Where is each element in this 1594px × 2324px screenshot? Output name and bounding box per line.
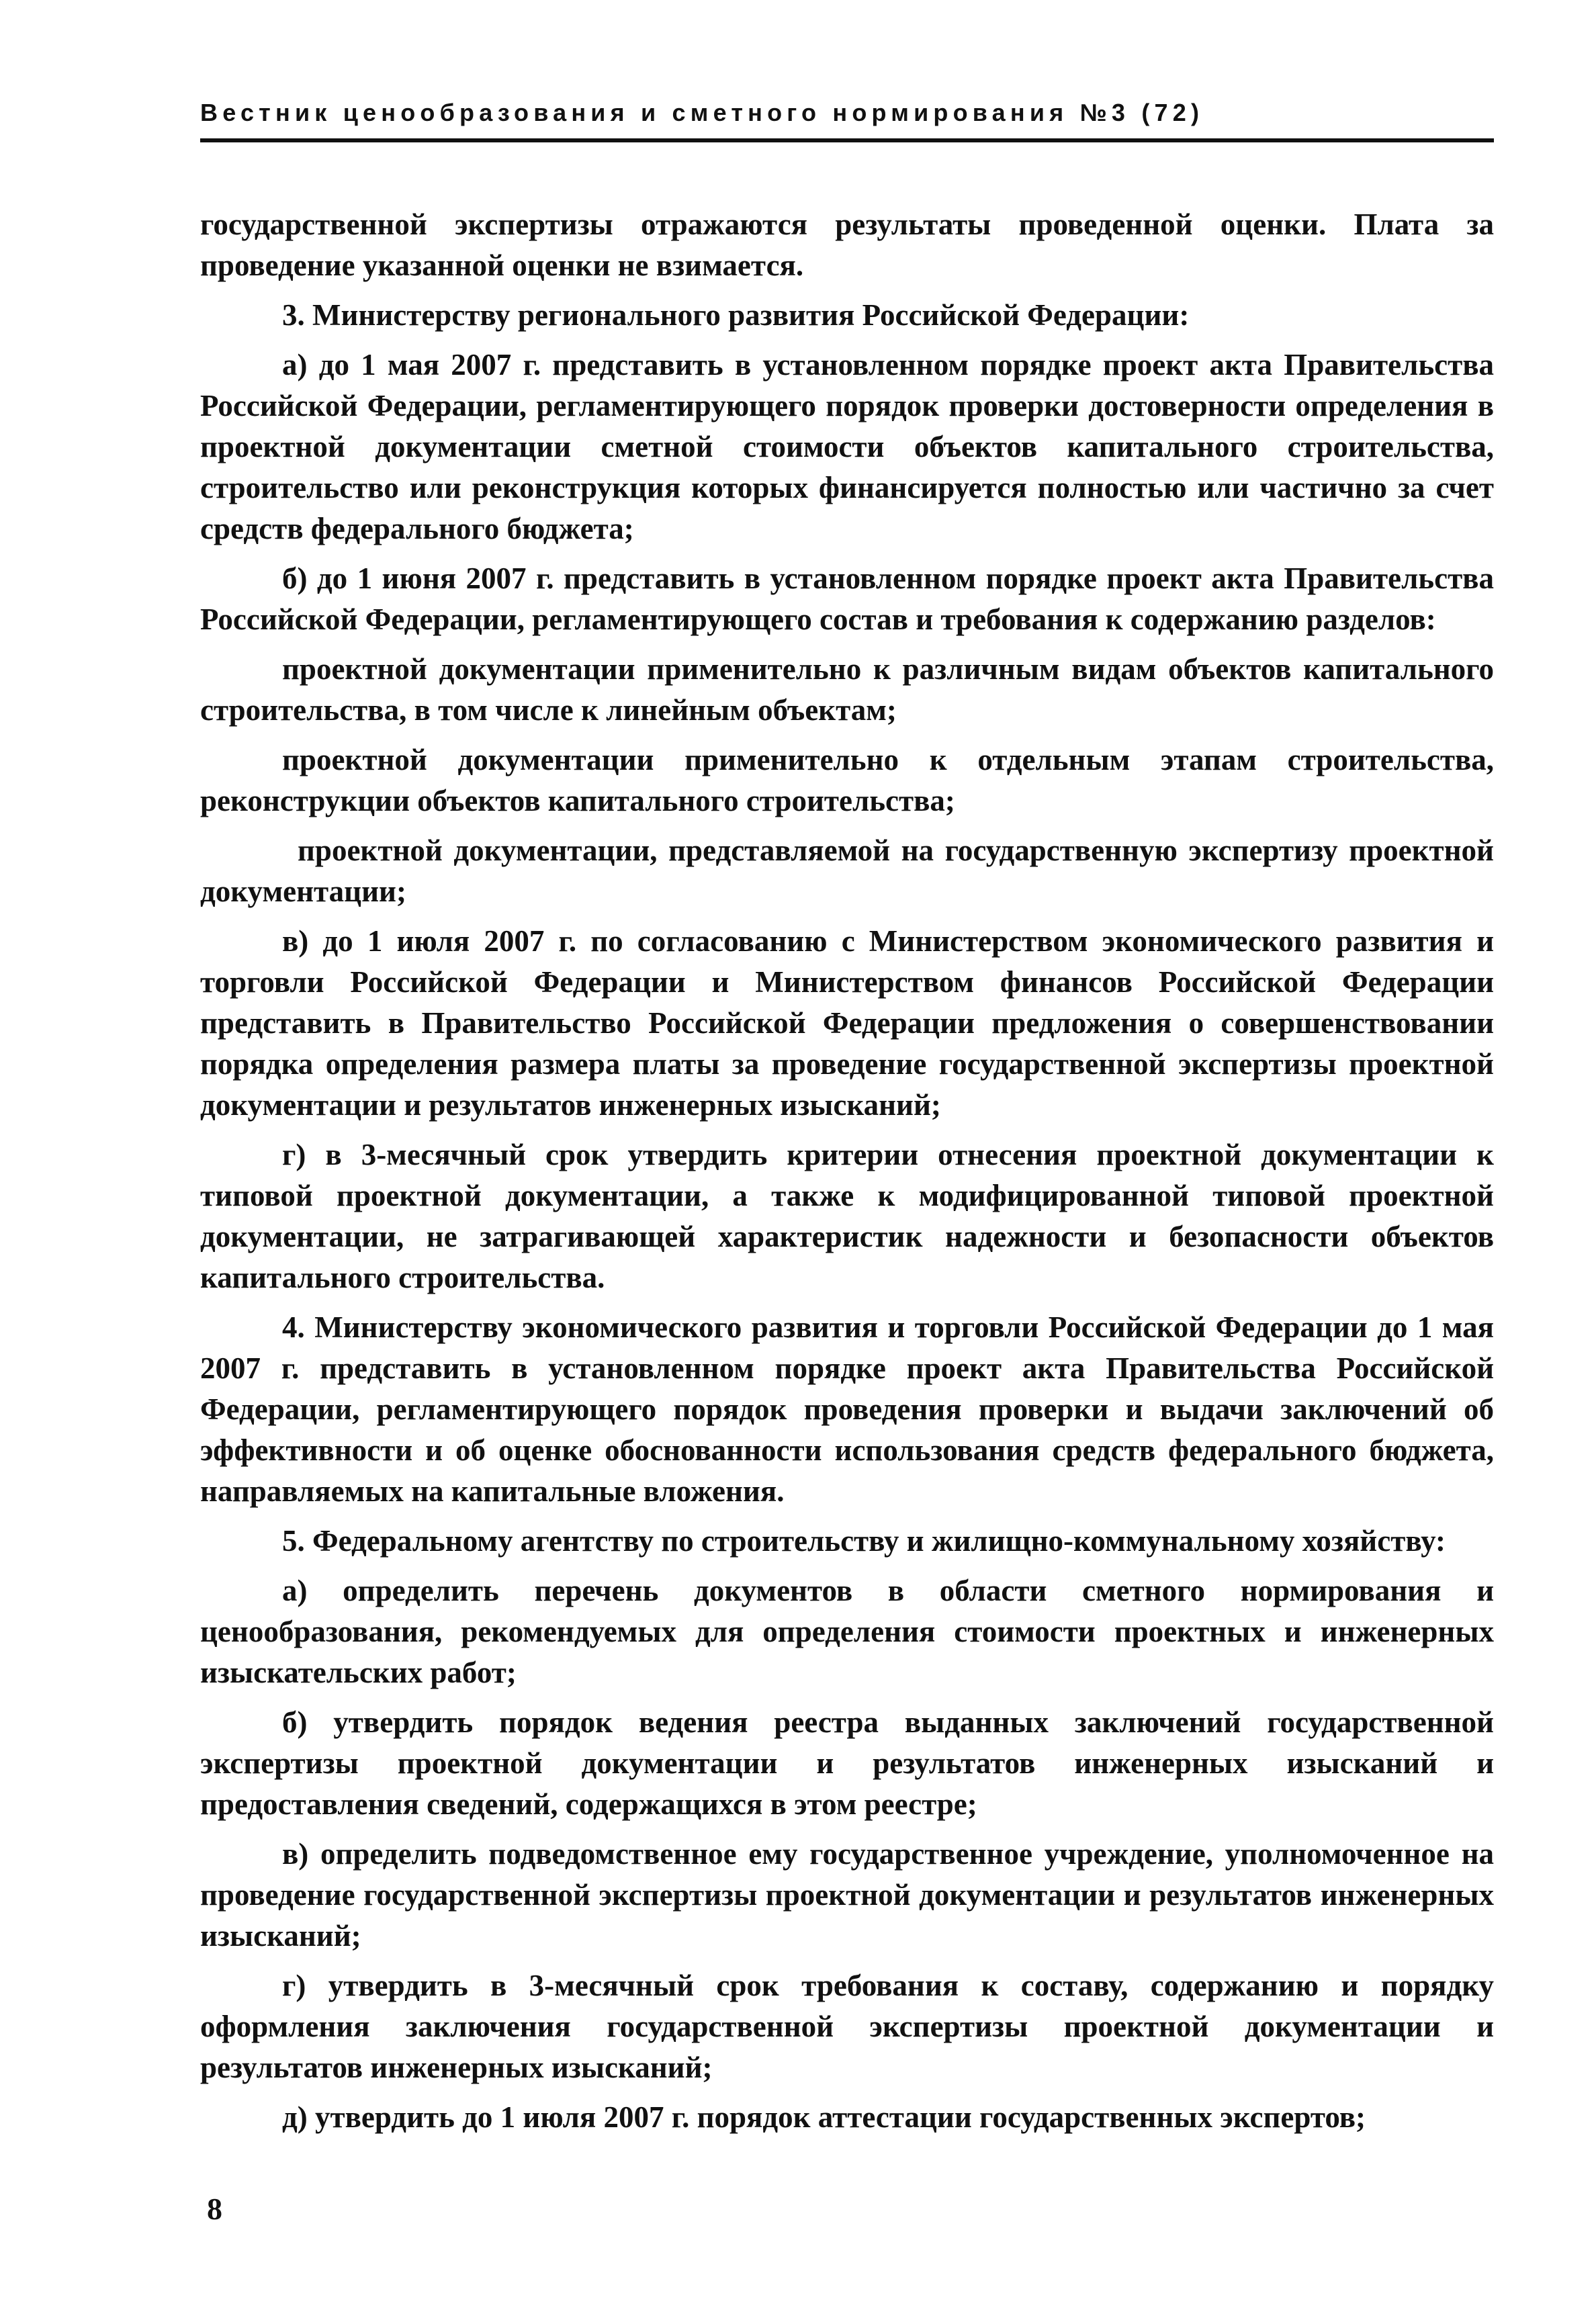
paragraph-item-3g: г) в 3-месячный срок утвердить критерии отнесения проектной документации к типовой проектной документации, а также к модифицированной типовой проектной документации, не затрагивающей характеристик надежности и безопасности объектов капитального строительства. <box>200 1138 1494 1294</box>
paragraph-item-5: 5. Федеральному агентству по строительству и жилищно-коммунальному хозяйству: <box>282 1524 1446 1558</box>
paragraph-item-3b-2: проектной документации применительно к отдельным этапам строительства, реконструкции объектов капитального строительства; <box>200 743 1494 817</box>
paragraph-item-3: 3. Министерству регионального развития Российской Федерации: <box>282 298 1190 332</box>
document-page <box>200 94 1494 2147</box>
paragraph-continuation: государственной экспертизы отражаются результаты проведенной оценки. Плата за проведение указанной оценки не взимается. <box>200 208 1494 282</box>
paragraph-item-3b-1: проектной документации применительно к различным видам объектов капитального строительства, в том числе к линейным объектам; <box>200 652 1494 727</box>
paragraph-item-3v: в) до 1 июля 2007 г. по согласованию с Министерством экономического развития и торговли Российской Федерации и Министерством финансов Российской Федерации представить в Правительство Российской Федерации предложения о совершенствовании порядка определения размера платы за проведение государственной экспертизы проектной документации и результатов инженерных изысканий; <box>200 924 1494 1122</box>
header-divider <box>200 138 1494 142</box>
document-body <box>200 204 1494 2138</box>
paragraph-item-5b: б) утвердить порядок ведения реестра выданных заключений государственной экспертизы проектной документации и результатов инженерных изысканий и предоставления сведений, содержащихся в этом реестре; <box>200 1705 1494 1821</box>
paragraph-item-3b-3: проектной документации, представляемой на государственную экспертизу проектной документации; <box>200 834 1494 908</box>
page-number: 8 <box>207 2192 222 2226</box>
paragraph-item-5v: в) определить подведомственное ему государственное учреждение, уполномоченное на проведение государственной экспертизы проектной документации и результатов инженерных изысканий; <box>200 1837 1494 1953</box>
paragraph-item-4: 4. Министерству экономического развития и торговли Российской Федерации до 1 мая 2007 г. представить в установленном порядке проект акта Правительства Российской Федерации, регламентирующего порядок проведения проверки и выдачи заключений об эффективности и об оценке обоснованности использования средств федерального бюджета, направляемых на капитальные вложения. <box>200 1310 1494 1508</box>
paragraph-item-5a: а) определить перечень документов в области сметного нормирования и ценообразования, рекомендуемых для определения стоимости проектных и инженерных изыскательских работ; <box>200 1574 1494 1689</box>
paragraph-item-3a: а) до 1 мая 2007 г. представить в установленном порядке проект акта Правительства Российской Федерации, регламентирующего порядок проверки достоверности определения в проектной документации сметной стоимости объектов капитального строительства, строительство или реконструкция которых финансируется полностью или частично за счет средств федерального бюджета; <box>200 348 1494 545</box>
journal-header: Вестник ценообразования и сметного нормирования №3 (72) <box>200 99 1204 126</box>
paragraph-item-5d: д) утвердить до 1 июля 2007 г. порядок аттестации государственных экспертов; <box>282 2100 1366 2134</box>
paragraph-item-5g: г) утвердить в 3-месячный срок требования к составу, содержанию и порядку оформления заключения государственной экспертизы проектной документации и результатов инженерных изысканий; <box>200 1969 1494 2084</box>
paragraph-item-3b: б) до 1 июня 2007 г. представить в установленном порядке проект акта Правительства Российской Федерации, регламентирующего состав и требования к содержанию разделов: <box>200 562 1494 636</box>
